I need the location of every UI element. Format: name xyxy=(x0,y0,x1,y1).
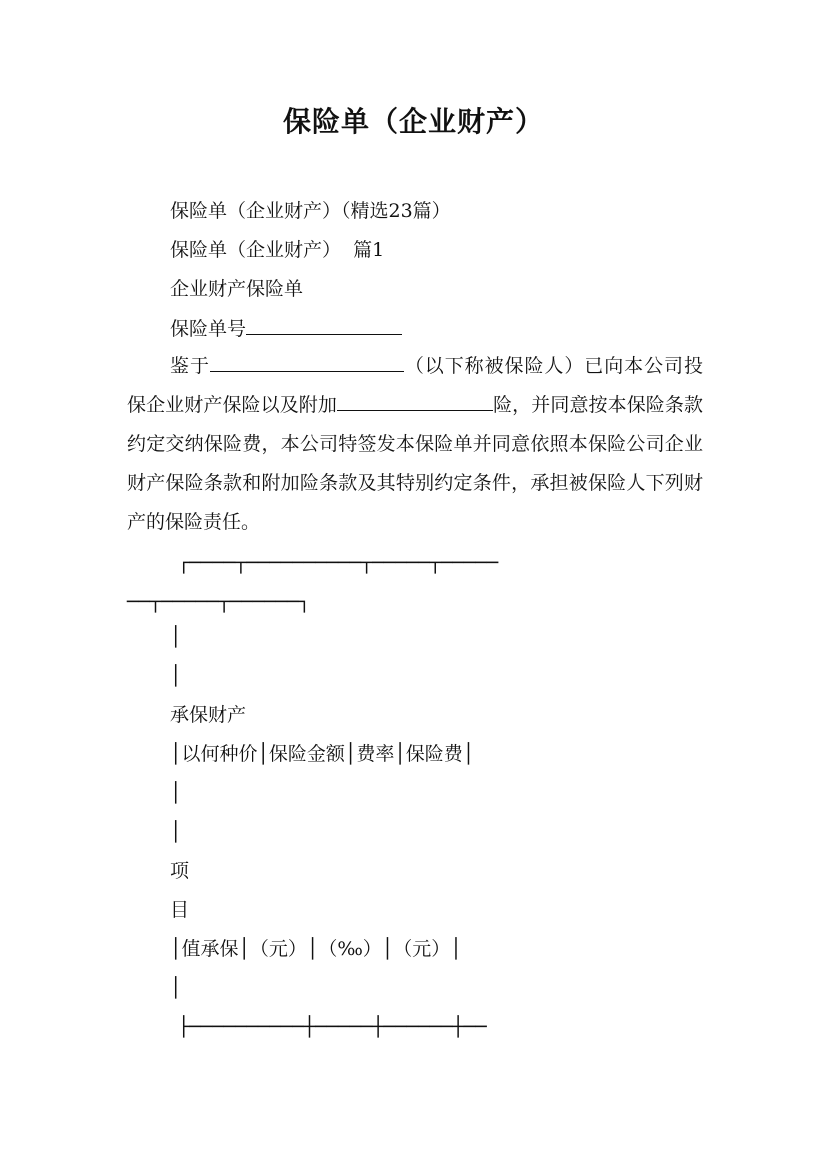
table-label-item-2: 目 xyxy=(170,899,190,921)
table-mid-border: ├──────────┼─────┼──────┼── xyxy=(178,1016,487,1038)
table-bar: │ xyxy=(170,665,182,687)
paragraph-text-a: 鉴于 xyxy=(170,355,210,377)
policy-statement-paragraph xyxy=(127,347,703,542)
table-bar: │ xyxy=(170,977,182,999)
table-bar: │ xyxy=(170,782,182,804)
section-heading: 保险单（企业财产） 篇1 xyxy=(170,239,385,261)
table-top-border-2: ──┬─────┬──────┐ xyxy=(127,591,311,613)
policy-number-line xyxy=(170,316,402,341)
table-top-border-1: ┌────┬──────────┬─────┬───── xyxy=(178,552,499,574)
table-bar: │ xyxy=(170,821,182,843)
page-title: 保险单（企业财产） xyxy=(282,105,544,138)
additional-insurance-blank[interactable] xyxy=(337,392,493,411)
paragraph-text-c: 险，并同意按本保险条款约定交纳保险费，本公司特签发本保险单并同意依照本保险公司企业财产保险条款和附加险条款及其特别约定条件，承担被保险人下列财产的保险责任。 xyxy=(127,394,703,533)
table-unit-row: │值承保│（元）│（‰）│（元）│ xyxy=(170,938,462,960)
table-header-row: │以何种价│保险金额│费率│保险费│ xyxy=(170,743,475,765)
table-label-insured-property: 承保财产 xyxy=(170,704,247,726)
form-title: 企业财产保险单 xyxy=(170,278,304,300)
insured-name-blank[interactable] xyxy=(210,353,404,372)
policy-number-label: 保险单号 xyxy=(170,318,247,340)
policy-number-blank[interactable] xyxy=(246,316,402,335)
document-subtitle: 保险单（企业财产）（精选23篇） xyxy=(170,200,451,222)
paragraph-text-b: （以下称被保险人）已向本公司投保企业财产保险以及附加 xyxy=(127,355,703,416)
table-bar: │ xyxy=(170,626,182,648)
table-label-item: 项 xyxy=(170,860,190,882)
